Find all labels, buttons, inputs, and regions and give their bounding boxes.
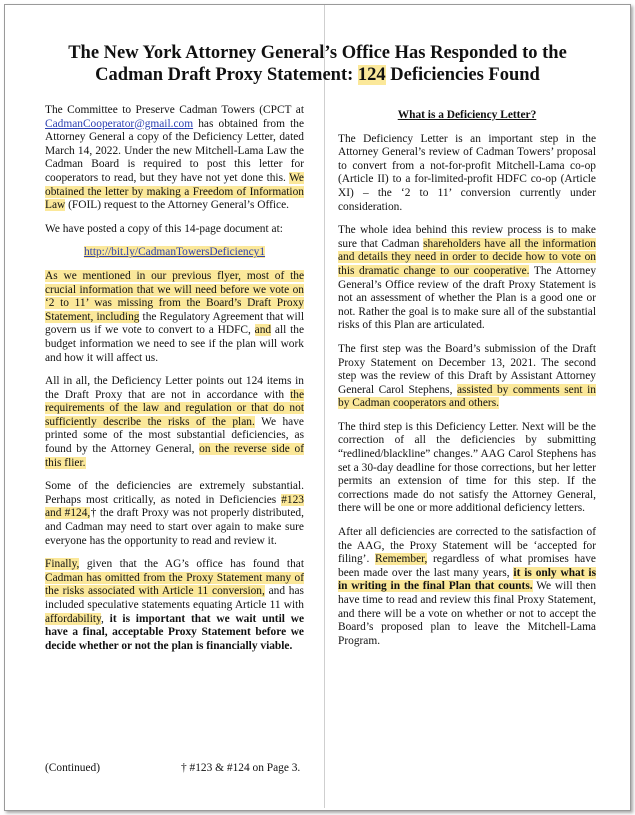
and-highlight: and bbox=[254, 324, 272, 337]
title-line-2-prefix: Cadman Draft Proxy Statement: bbox=[95, 65, 358, 85]
deficiency-letter-paragraph: The Deficiency Letter is an important step in the Attorney General’s review of Cadman Towers’ proposal to convert from a not-for-profit Mitchell-Lama co-op (Article II) to a for-limited-profit HDFC co-op (Article XI) – the ‘2 to 11’ conversion currently under consideration. bbox=[338, 132, 596, 213]
finally-text-a: given that the AG’s office has found that bbox=[79, 558, 304, 571]
page-fold-line bbox=[324, 5, 325, 808]
finally-highlight: Finally, bbox=[45, 558, 80, 571]
intro-text-b: has obtained from the Attorney General a copy of the Deficiency Letter, dated March 14, 2022. Under the new Mitchell-Lama Law the Cadman Board is required to post this letter for cooperators to read, but they have not yet done this. bbox=[45, 117, 304, 184]
deficiency-url-link[interactable]: http://bit.ly/CadmanTowersDeficiency1 bbox=[83, 246, 266, 259]
substantial-text-b: † the draft Proxy was not properly distributed, and Cadman may need to start over again to make sure everyone has the opportunity to read and review it. bbox=[45, 507, 304, 547]
right-column bbox=[338, 109, 596, 658]
previous-flyer-paragraph bbox=[45, 270, 304, 365]
substantial-paragraph bbox=[45, 480, 304, 548]
posted-copy-paragraph: We have posted a copy of this 14-page document at: bbox=[45, 222, 283, 235]
finally-paragraph bbox=[45, 558, 304, 653]
title-line-2 bbox=[20, 64, 615, 86]
footnote: † #123 & #124 on Page 3. bbox=[181, 762, 301, 774]
email-link[interactable]: CadmanCooperator@gmail.com bbox=[45, 117, 194, 130]
intro-text-c: (FOIL) request to the Attorney General’s Office. bbox=[65, 199, 289, 212]
title-line-1: The New York Attorney General’s Office Has Responded to the bbox=[68, 43, 567, 63]
including-highlight: including bbox=[96, 310, 140, 323]
previous-flyer-text-b: all the budget information we need to see if the plan will work and how it will affect us. bbox=[45, 324, 305, 364]
all-in-all-text-a: All in all, the Deficiency Letter points out 124 items in the Draft Proxy that are not in accordance with bbox=[45, 375, 304, 401]
finally-text-c: , bbox=[101, 612, 110, 625]
previous-flyer-highlight: As we mentioned in our previous flyer, most of the crucial information that we will need before we vote on ‘2 to 11’ was missing from the Board’s Draft Proxy Statement, bbox=[45, 269, 304, 323]
continued-label: (Continued) bbox=[45, 762, 101, 774]
shareholders-highlight: shareholders have all the information and details they need in order to decide how to vote on this dramatic change to our cooperative. bbox=[338, 237, 596, 277]
comments-highlight: assisted by comments sent in by Cadman cooperators and others. bbox=[338, 383, 596, 410]
reverse-side-highlight: on the reverse side of this flier. bbox=[45, 443, 304, 469]
review-process-paragraph bbox=[338, 224, 596, 333]
affordability-highlight: affordability bbox=[45, 612, 101, 625]
left-column bbox=[45, 104, 304, 663]
after-corrections-paragraph bbox=[338, 526, 596, 648]
third-step-paragraph: The third step is this Deficiency Letter. Next will be the correction of all the deficiencies by submitting “redlined/blackline” changes.” AAG Carol Stephens has set a 30-day deadline for those corrections, but her letter permits an extension of time for this step. If the corrections made do not satisfy the Attorney General, there will be one or more additional deficiency letters. bbox=[338, 420, 596, 515]
section-heading: What is a Deficiency Letter? bbox=[397, 109, 537, 121]
substantial-text-a: Some of the deficiencies are extremely substantial. Perhaps most critically, as noted in Deficiencies bbox=[45, 480, 304, 506]
previous-flyer-text-a: the Regulatory Agreement that will govern us if we vote to convert to a HDFC, bbox=[45, 310, 305, 337]
finally-bold-text: it is important that we wait until we have a final, acceptable Proxy Statement before we decide whether or not the plan is financially viable. bbox=[45, 612, 304, 652]
intro-highlight: We obtained the letter by making a Freedom of Information Law bbox=[45, 171, 304, 212]
after-text-a: After all deficiencies are corrected to the satisfaction of the AAG, the Proxy Statement will be ‘accepted for filing’. bbox=[338, 526, 596, 566]
finally-text-b: and has included speculative statements equating Article 11 with bbox=[45, 585, 304, 611]
review-text-a: The whole idea behind this review process is to make sure that Cadman bbox=[338, 224, 596, 250]
deficiency-count: 124 bbox=[357, 65, 386, 85]
first-step-text: The first step was the Board’s submission of the Draft Proxy Statement on December 13, 2021. The second step was the review of this Draft by Assistant Attorney General Carol Stephens, bbox=[338, 342, 596, 396]
after-text-c: We will then have time to read and review this final Proxy Statement, and there will be a vote on whether or not to accept the Board’s proposed plan to leave the Mitchell-Lama Program. bbox=[338, 580, 597, 647]
intro-text-a: The Committee to Preserve Cadman Towers (CPCT at bbox=[45, 104, 304, 116]
all-in-all-text-b: We have printed some of the most substantial deficiencies, as found by the Attorney General, bbox=[45, 415, 304, 456]
url-paragraph bbox=[45, 246, 304, 260]
in-writing-highlight: it is only what is in writing in the final Plan that counts. bbox=[338, 566, 596, 593]
after-text-b: regardless of what promises have been made over the last many years, bbox=[338, 553, 596, 579]
first-step-paragraph bbox=[338, 343, 596, 411]
requirements-highlight: the requirements of the law and regulation or that do not sufficiently describe the risks of the plan. bbox=[45, 388, 304, 428]
all-in-all-paragraph bbox=[45, 375, 304, 470]
title-line-2-suffix: Deficiencies Found bbox=[385, 65, 540, 85]
deficiency-numbers-highlight: #123 and #124, bbox=[45, 493, 304, 520]
review-text-b: The Attorney General’s Office review of the draft Proxy Statement is not an assessment of whether the Plan is a good one or not. Rather the goal is to make sure all of the substantial risks of this Plan are articulated. bbox=[338, 264, 597, 332]
intro-paragraph bbox=[45, 104, 304, 213]
omitted-risks-highlight: Cadman has omitted from the Proxy Statement many of the risks associated with Article 11 conversion, bbox=[45, 571, 304, 598]
remember-highlight: Remember, bbox=[374, 553, 428, 566]
document-title bbox=[20, 42, 615, 86]
